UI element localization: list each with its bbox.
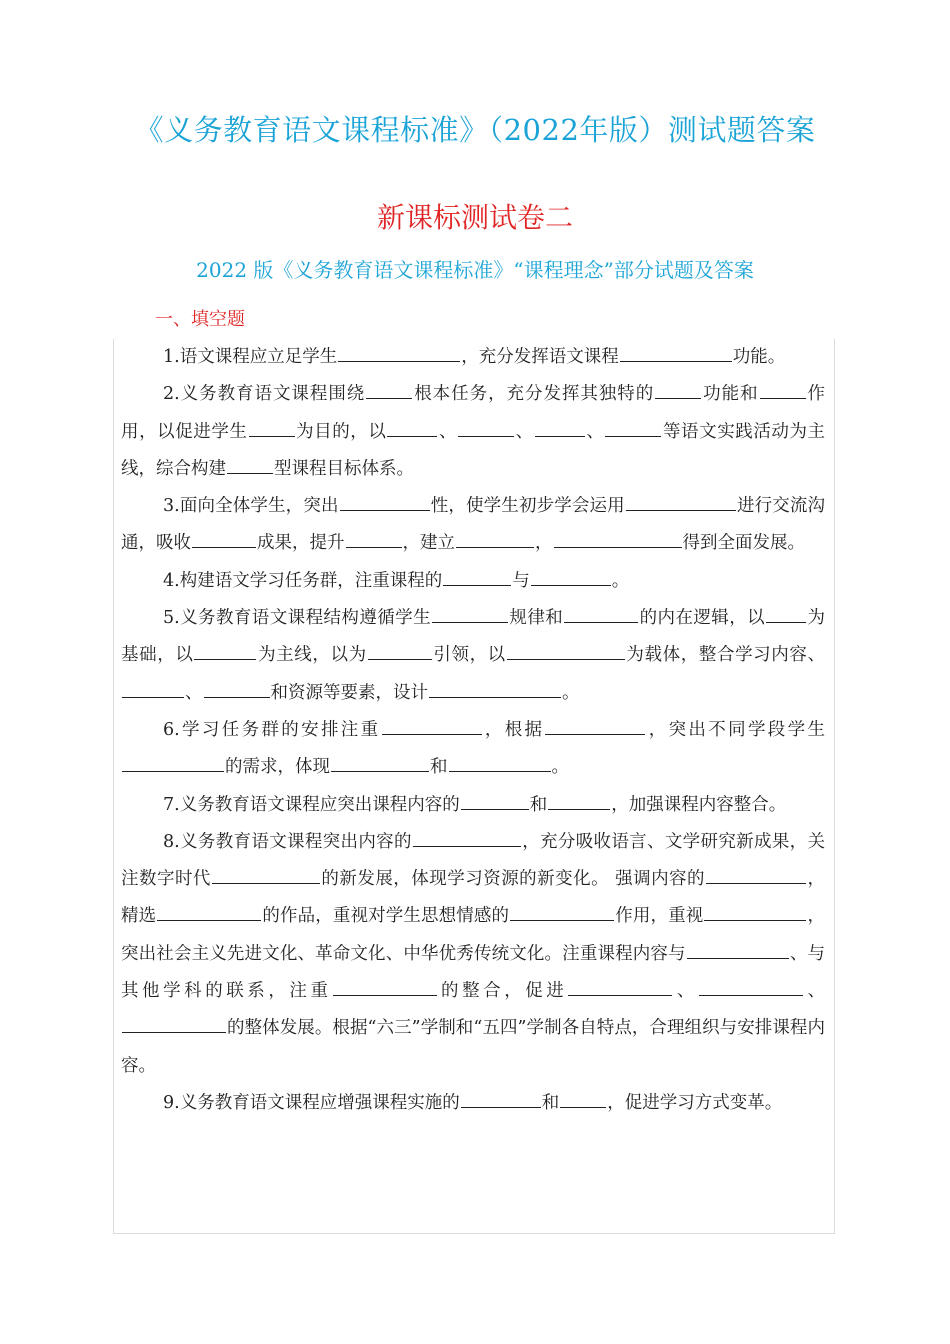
question-text: 的内在逻辑，以: [639, 608, 766, 629]
question-text: 、: [803, 981, 826, 1002]
question-text: 、与其他学科的联系，注重: [121, 943, 825, 1002]
answer-blank[interactable]: [122, 1014, 226, 1033]
answer-blank[interactable]: [766, 604, 806, 623]
answer-blank[interactable]: [687, 939, 789, 958]
question-item: [121, 339, 825, 376]
question-text: 。: [611, 570, 630, 591]
answer-blank[interactable]: [387, 417, 437, 436]
question-text: 3.面向全体学生，突出: [163, 496, 339, 517]
question-text: 。: [562, 682, 580, 703]
question-item: [121, 712, 825, 787]
question-text: ，建立: [402, 533, 455, 554]
question-text: 引领，以: [432, 645, 506, 666]
answer-blank[interactable]: [704, 902, 806, 921]
question-text: 进行交流沟通，吸收: [121, 496, 825, 554]
question-text: 的整合，促进: [437, 981, 568, 1002]
question-text: 的整体发展。根据“六三”学制和“五四”学制各自特点，合理组织与安排课程内容。: [121, 1018, 825, 1076]
answer-blank[interactable]: [249, 417, 295, 436]
question-text: 和资源等要素，设计: [270, 682, 428, 703]
answer-blank[interactable]: [699, 977, 803, 996]
question-text: ，充分吸收语言、文学研究新成果，关注数字时代: [121, 831, 826, 890]
question-text: 为主线，以为: [257, 645, 367, 666]
question-text: ，根据: [482, 719, 545, 740]
answer-blank[interactable]: [531, 566, 611, 585]
answer-blank[interactable]: [564, 604, 638, 623]
question-text: 的需求，体现: [225, 757, 330, 778]
answer-blank[interactable]: [560, 1089, 606, 1108]
answer-blank[interactable]: [706, 865, 806, 884]
answer-blank[interactable]: [443, 566, 511, 585]
question-text: ，加强课程内容整合。: [611, 794, 787, 815]
fill-in-heading: 一、填空题: [155, 309, 245, 330]
answer-blank[interactable]: [568, 977, 672, 996]
question-text: 型课程目标体系。: [274, 458, 414, 479]
document-title: 《义务教育语文课程标准》（2022年版）测试题答案: [134, 113, 816, 147]
answer-blank[interactable]: [548, 790, 610, 809]
answer-blank[interactable]: [194, 641, 256, 660]
question-text: 、: [585, 421, 605, 442]
question-text: 和: [529, 794, 548, 815]
answer-blank[interactable]: [122, 753, 224, 772]
question-text: 功能。: [732, 347, 786, 367]
answer-blank[interactable]: [461, 1089, 541, 1108]
answer-blank[interactable]: [382, 716, 482, 735]
answer-blank[interactable]: [157, 902, 261, 921]
answer-blank[interactable]: [331, 753, 429, 772]
question-box: [113, 339, 835, 1234]
question-text: 作用，重视: [615, 906, 704, 927]
answer-blank[interactable]: [626, 492, 736, 511]
question-text: 和: [541, 1092, 560, 1113]
answer-blank[interactable]: [510, 902, 614, 921]
answer-blank[interactable]: [338, 343, 460, 362]
question-text: 的作品，重视对学生思想情感的: [262, 906, 510, 927]
answer-blank[interactable]: [461, 790, 529, 809]
document-subtitle: 新课标测试卷二: [376, 201, 573, 234]
answer-blank[interactable]: [333, 977, 437, 996]
question-text: 为载体，整合学习内容、: [625, 645, 826, 666]
question-text: 、: [185, 682, 203, 703]
question-text: 、: [515, 421, 534, 442]
answer-blank[interactable]: [368, 641, 432, 660]
question-text: 等语文实践活动为主线，综合构建: [121, 421, 826, 479]
question-item: [121, 600, 825, 712]
answer-blank[interactable]: [535, 417, 585, 436]
answer-blank[interactable]: [760, 380, 806, 399]
question-text: 与: [512, 570, 530, 591]
answer-blank[interactable]: [227, 455, 273, 474]
answer-blank[interactable]: [204, 678, 270, 697]
question-text: 9.义务教育语文课程应增强课程实施的: [163, 1092, 460, 1113]
question-text: 为基础，以: [121, 608, 825, 666]
question-text: 规律和: [509, 608, 564, 629]
answer-blank[interactable]: [340, 492, 430, 511]
answer-blank[interactable]: [458, 417, 514, 436]
question-text: 性，使学生初步学会运用: [430, 496, 625, 517]
answer-blank[interactable]: [605, 417, 661, 436]
question-item: [121, 376, 825, 488]
question-text: ，: [535, 533, 553, 554]
question-text: 为目的，以: [295, 421, 387, 442]
question-text: 6.学习任务群的安排注重: [163, 719, 381, 740]
question-text: 。: [551, 757, 569, 778]
question-text: 的新发展，体现学习资源的新变化。 强调内容的: [320, 869, 706, 890]
question-text: 得到全面发展。: [682, 533, 805, 554]
question-text: 1.语文课程应立足学生: [163, 347, 338, 367]
question-item: [121, 787, 825, 824]
answer-blank[interactable]: [456, 529, 534, 548]
question-text: 2.义务教育语文课程围绕: [163, 384, 366, 405]
answer-blank[interactable]: [655, 380, 701, 399]
question-text: 、: [673, 981, 698, 1002]
question-item: [121, 1085, 825, 1122]
question-text: ，突出不同学段学生: [646, 719, 826, 740]
answer-blank[interactable]: [507, 641, 625, 660]
answer-blank[interactable]: [432, 604, 508, 623]
question-text: 4.构建语文学习任务群，注重课程的: [163, 570, 443, 591]
question-item: [121, 563, 825, 600]
question-text: ，精选: [121, 869, 826, 927]
answer-blank[interactable]: [620, 343, 732, 362]
answer-blank[interactable]: [346, 529, 402, 548]
question-text: 5.义务教育语文课程结构遵循学生: [163, 608, 432, 629]
answer-blank[interactable]: [192, 529, 256, 548]
question-text: 、: [438, 421, 458, 442]
answer-blank[interactable]: [545, 716, 645, 735]
answer-blank[interactable]: [449, 753, 551, 772]
question-text: ，突出社会主义先进文化、革命文化、中华优秀传统文化。注重课程内容与: [121, 906, 825, 964]
question-text: 和: [430, 757, 448, 778]
answer-blank[interactable]: [413, 827, 521, 846]
question-text: 成果，提升: [257, 533, 345, 554]
question-text: 8.义务教育语文课程突出内容的: [163, 831, 412, 852]
question-text: 作用，以促进学生: [121, 384, 826, 442]
section-heading: 2022 版《义务教育语文课程标准》“课程理念”部分试题及答案: [196, 258, 754, 282]
answer-blank[interactable]: [429, 678, 561, 697]
question-text: 7.义务教育语文课程应突出课程内容的: [163, 794, 460, 815]
question-text: ，充分发挥语文课程: [461, 347, 619, 367]
answer-blank[interactable]: [212, 865, 320, 884]
question-text: ，促进学习方式变革。: [607, 1092, 783, 1113]
question-list: [121, 339, 825, 1122]
question-text: 根本任务，充分发挥其独特的: [413, 384, 655, 405]
answer-blank[interactable]: [366, 380, 412, 399]
question-item: [121, 488, 825, 563]
question-item: [121, 824, 825, 1085]
question-text: 功能和: [702, 384, 759, 405]
answer-blank[interactable]: [122, 678, 184, 697]
answer-blank[interactable]: [554, 529, 682, 548]
